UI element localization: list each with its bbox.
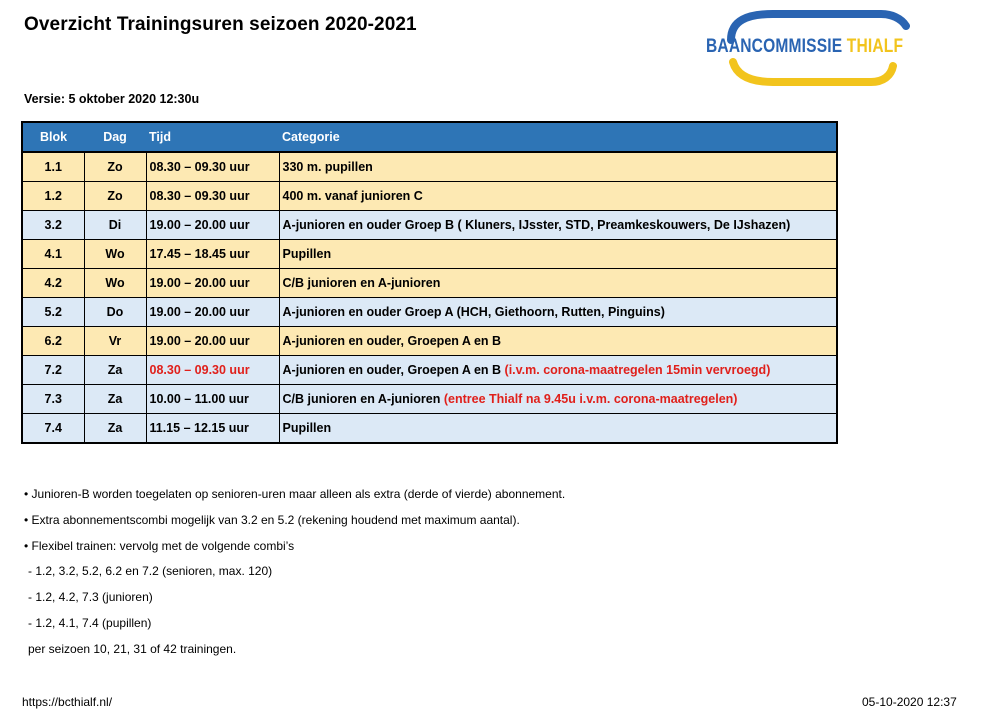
cell-categorie [279, 414, 837, 444]
cell-categorie [279, 385, 837, 414]
cell-categorie [279, 327, 837, 356]
cell-blok: 7.4 [22, 414, 84, 444]
cell-tijd: 19.00 – 20.00 uur [146, 269, 279, 298]
cell-dag: Do [84, 298, 146, 327]
cell-blok: 7.3 [22, 385, 84, 414]
cell-dag: Zo [84, 152, 146, 182]
categorie-text: 400 m. vanaf junioren C [282, 189, 423, 203]
categorie-note: (entree Thialf na 9.45u i.v.m. corona-maatregelen) [443, 392, 738, 406]
cell-blok: 7.2 [22, 356, 84, 385]
cell-tijd: 08.30 – 09.30 uur [146, 152, 279, 182]
notes-list [24, 482, 565, 663]
categorie-text: 330 m. pupillen [282, 160, 373, 174]
note-item: • Extra abonnementscombi mogelijk van 3.2 en 5.2 (rekening houdend met maximum aantal). [24, 512, 520, 527]
cell-categorie [279, 182, 837, 211]
categorie-text: A-junioren en ouder, Groepen A en B [282, 363, 502, 377]
cell-blok: 6.2 [22, 327, 84, 356]
note-item: - 1.2, 4.1, 7.4 (pupillen) [28, 615, 152, 630]
categorie-text: A-junioren en ouder, Groepen A en B [282, 334, 502, 348]
table-header-row [22, 122, 837, 152]
note-item: per seizoen 10, 21, 31 of 42 trainingen. [28, 641, 237, 656]
cell-tijd: 19.00 – 20.00 uur [146, 327, 279, 356]
categorie-text: C/B junioren en A-junioren [282, 392, 441, 406]
cell-categorie [279, 152, 837, 182]
page-title: Overzicht Trainingsuren seizoen 2020-2021 [24, 14, 417, 35]
categorie-text: A-junioren en ouder Groep B ( Kluners, IJsster, STD, Preamkeskouwers, De IJshazen) [282, 218, 791, 232]
cell-dag: Wo [84, 240, 146, 269]
cell-dag: Di [84, 211, 146, 240]
table-row [22, 240, 837, 269]
cell-dag: Za [84, 385, 146, 414]
table-row [22, 182, 837, 211]
footer-url[interactable]: https://bcthialf.nl/ [22, 695, 113, 709]
cell-dag: Za [84, 356, 146, 385]
table-row [22, 152, 837, 182]
categorie-text: A-junioren en ouder Groep A (HCH, Giethoorn, Rutten, Pinguins) [282, 305, 665, 319]
cell-categorie [279, 298, 837, 327]
table-row [22, 385, 837, 414]
table-row [22, 356, 837, 385]
cell-categorie [279, 211, 837, 240]
categorie-text: Pupillen [282, 247, 332, 261]
cell-tijd: 17.45 – 18.45 uur [146, 240, 279, 269]
categorie-note: (i.v.m. corona-maatregelen 15min vervroegd) [504, 363, 771, 377]
cell-blok: 1.2 [22, 182, 84, 211]
column-header-blok: Blok [22, 122, 84, 152]
cell-dag: Vr [84, 327, 146, 356]
table-row [22, 211, 837, 240]
column-header-categorie: Categorie [279, 122, 837, 152]
cell-tijd: 19.00 – 20.00 uur [146, 298, 279, 327]
cell-blok: 3.2 [22, 211, 84, 240]
table-row [22, 327, 837, 356]
cell-blok: 4.2 [22, 269, 84, 298]
categorie-text: C/B junioren en A-junioren [282, 276, 441, 290]
categorie-text: Pupillen [282, 421, 332, 435]
cell-tijd: 19.00 – 20.00 uur [146, 211, 279, 240]
version-label: Versie: 5 oktober 2020 12:30u [24, 92, 200, 106]
cell-dag: Wo [84, 269, 146, 298]
cell-categorie [279, 269, 837, 298]
cell-blok: 4.1 [22, 240, 84, 269]
table-row [22, 298, 837, 327]
table-row [22, 269, 837, 298]
cell-tijd: 08.30 – 09.30 uur [146, 182, 279, 211]
column-header-tijd: Tijd [146, 122, 279, 152]
cell-blok: 1.1 [22, 152, 84, 182]
cell-blok: 5.2 [22, 298, 84, 327]
cell-dag: Za [84, 414, 146, 444]
column-header-dag: Dag [84, 122, 146, 152]
note-item: - 1.2, 4.2, 7.3 (junioren) [28, 590, 153, 605]
logo-text-secondary: THIALF [846, 36, 904, 57]
logo-text-primary: BAANCOMMISSIE [706, 36, 843, 57]
note-item: • Junioren-B worden toegelaten op senioren-uren maar alleen als extra (derde of vierde) abonnement. [24, 487, 566, 501]
cell-categorie [279, 356, 837, 385]
cell-tijd: 11.15 – 12.15 uur [146, 414, 279, 444]
note-item: • Flexibel trainen: vervolg met de volgende combi’s [24, 538, 295, 553]
baancommissie-thialf-logo [703, 10, 918, 86]
cell-tijd: 10.00 – 11.00 uur [146, 385, 279, 414]
cell-tijd: 08.30 – 09.30 uur [146, 356, 279, 385]
footer-timestamp: 05-10-2020 12:37 [862, 695, 957, 709]
cell-dag: Zo [84, 182, 146, 211]
cell-categorie [279, 240, 837, 269]
note-item: - 1.2, 3.2, 5.2, 6.2 en 7.2 (senioren, max. 120) [28, 564, 273, 579]
training-schedule-table [21, 121, 838, 444]
table-row [22, 414, 837, 444]
